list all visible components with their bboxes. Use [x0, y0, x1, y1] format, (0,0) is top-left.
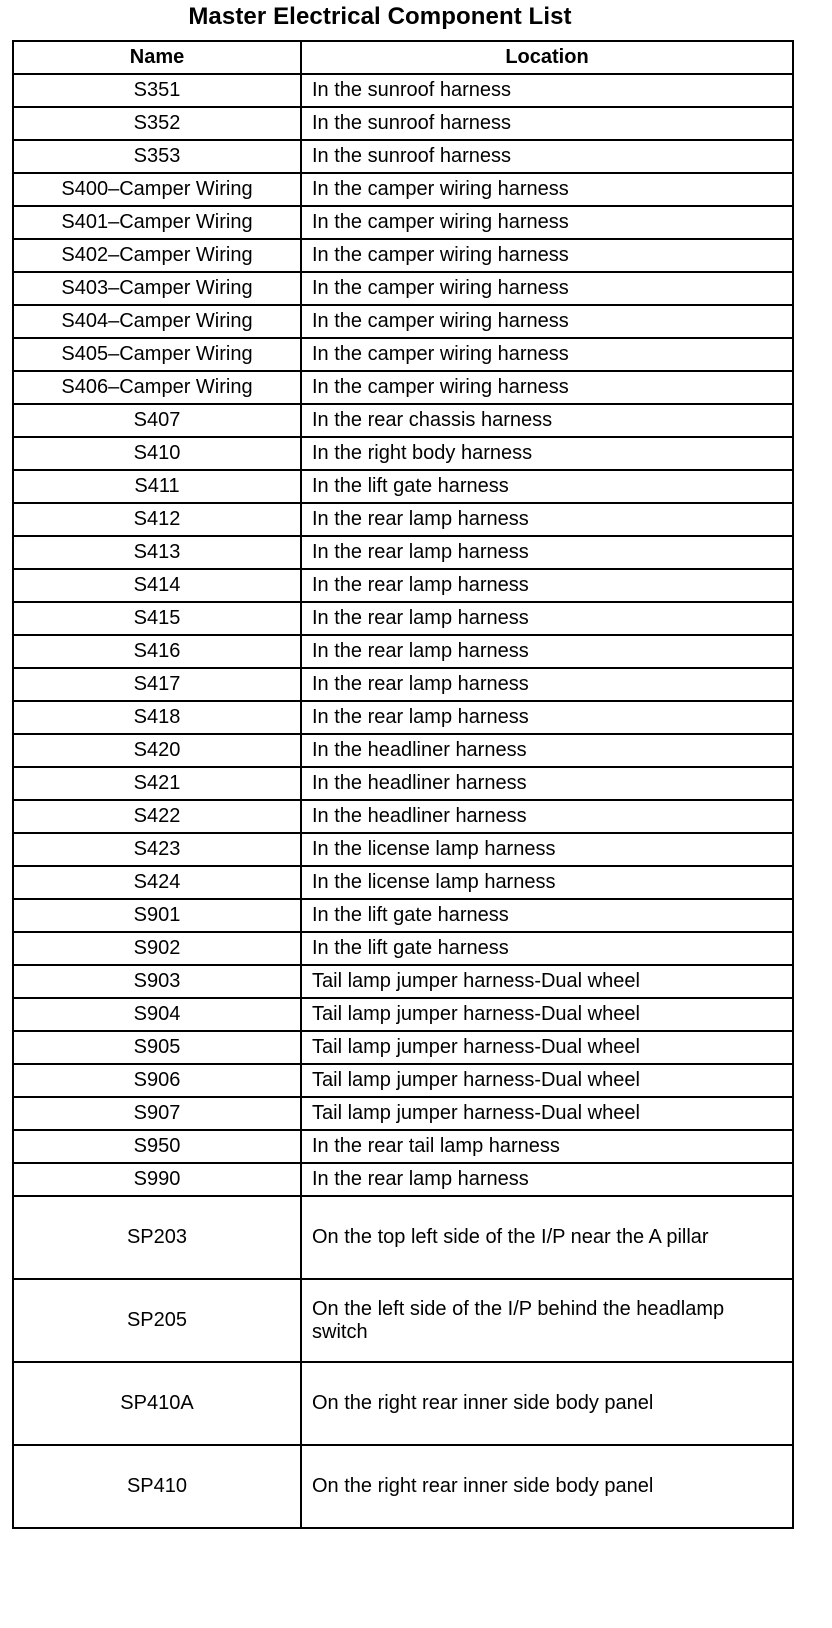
component-location-cell: In the rear tail lamp harness	[301, 1130, 793, 1163]
component-name-cell: S990	[13, 1163, 301, 1196]
table-row	[13, 338, 793, 371]
component-name-cell: S353	[13, 140, 301, 173]
component-name-cell: S413	[13, 536, 301, 569]
table-header-row	[13, 41, 793, 74]
table-row	[13, 734, 793, 767]
component-table	[12, 40, 794, 1529]
component-name-cell: S407	[13, 404, 301, 437]
table-row	[13, 602, 793, 635]
table-row	[13, 1196, 793, 1279]
component-location-cell: In the license lamp harness	[301, 866, 793, 899]
component-location-cell: In the rear lamp harness	[301, 635, 793, 668]
table-row	[13, 239, 793, 272]
table-row	[13, 1097, 793, 1130]
component-name-cell: S423	[13, 833, 301, 866]
table-row	[13, 899, 793, 932]
component-location-cell: In the headliner harness	[301, 800, 793, 833]
table-row	[13, 569, 793, 602]
component-name-cell: S403–Camper Wiring	[13, 272, 301, 305]
table-row	[13, 800, 793, 833]
component-name-cell: S351	[13, 74, 301, 107]
component-name-cell: S401–Camper Wiring	[13, 206, 301, 239]
component-location-cell: In the lift gate harness	[301, 470, 793, 503]
table-row	[13, 932, 793, 965]
table-row	[13, 1362, 793, 1445]
component-name-cell: S411	[13, 470, 301, 503]
component-location-cell: In the license lamp harness	[301, 833, 793, 866]
component-location-cell: In the rear lamp harness	[301, 1163, 793, 1196]
component-name-cell: SP205	[13, 1279, 301, 1362]
component-name-cell: S904	[13, 998, 301, 1031]
table-row	[13, 74, 793, 107]
component-name-cell: S907	[13, 1097, 301, 1130]
table-row	[13, 107, 793, 140]
component-location-cell: In the lift gate harness	[301, 932, 793, 965]
component-name-cell: S400–Camper Wiring	[13, 173, 301, 206]
table-row	[13, 140, 793, 173]
component-location-cell: In the rear lamp harness	[301, 569, 793, 602]
component-name-cell: S901	[13, 899, 301, 932]
component-location-cell: In the rear lamp harness	[301, 701, 793, 734]
component-location-cell: In the headliner harness	[301, 734, 793, 767]
component-location-cell: Tail lamp jumper harness-Dual wheel	[301, 1064, 793, 1097]
table-row	[13, 1031, 793, 1064]
component-name-cell: S422	[13, 800, 301, 833]
component-location-cell: In the sunroof harness	[301, 74, 793, 107]
page-title: Master Electrical Component List	[188, 3, 572, 30]
table-row	[13, 833, 793, 866]
component-location-cell: In the camper wiring harness	[301, 206, 793, 239]
component-name-cell: S405–Camper Wiring	[13, 338, 301, 371]
component-name-cell: S415	[13, 602, 301, 635]
component-name-cell: S424	[13, 866, 301, 899]
component-location-cell: In the right body harness	[301, 437, 793, 470]
component-name-cell: S420	[13, 734, 301, 767]
component-name-cell: S906	[13, 1064, 301, 1097]
component-name-cell: S352	[13, 107, 301, 140]
table-row	[13, 1445, 793, 1528]
component-name-cell: S402–Camper Wiring	[13, 239, 301, 272]
component-name-cell: SP203	[13, 1196, 301, 1279]
component-location-cell: In the rear lamp harness	[301, 536, 793, 569]
component-location-cell: In the camper wiring harness	[301, 272, 793, 305]
table-row	[13, 503, 793, 536]
component-location-cell: In the camper wiring harness	[301, 305, 793, 338]
table-row	[13, 536, 793, 569]
table-row	[13, 1279, 793, 1362]
component-location-cell: In the rear lamp harness	[301, 668, 793, 701]
table-row	[13, 371, 793, 404]
component-location-cell: On the right rear inner side body panel	[301, 1445, 793, 1528]
table-row	[13, 998, 793, 1031]
table-row	[13, 272, 793, 305]
component-location-cell: In the camper wiring harness	[301, 239, 793, 272]
table-row	[13, 1163, 793, 1196]
component-location-cell: On the right rear inner side body panel	[301, 1362, 793, 1445]
component-location-cell: Tail lamp jumper harness-Dual wheel	[301, 1031, 793, 1064]
component-name-cell: SP410A	[13, 1362, 301, 1445]
component-location-cell: In the sunroof harness	[301, 140, 793, 173]
component-location-cell: In the lift gate harness	[301, 899, 793, 932]
table-body	[13, 74, 793, 1528]
component-name-cell: S406–Camper Wiring	[13, 371, 301, 404]
table-row	[13, 668, 793, 701]
component-location-cell: In the rear chassis harness	[301, 404, 793, 437]
component-location-cell: In the rear lamp harness	[301, 602, 793, 635]
component-name-cell: S421	[13, 767, 301, 800]
component-location-cell: In the camper wiring harness	[301, 371, 793, 404]
table-row	[13, 965, 793, 998]
component-location-cell: On the left side of the I/P behind the headlamp switch	[301, 1279, 793, 1362]
table-row	[13, 767, 793, 800]
component-location-cell: On the top left side of the I/P near the A pillar	[301, 1196, 793, 1279]
component-location-cell: Tail lamp jumper harness-Dual wheel	[301, 1097, 793, 1130]
table-row	[13, 635, 793, 668]
table-row	[13, 206, 793, 239]
component-name-cell: S905	[13, 1031, 301, 1064]
component-location-cell: Tail lamp jumper harness-Dual wheel	[301, 998, 793, 1031]
table-row	[13, 701, 793, 734]
component-location-cell: Tail lamp jumper harness-Dual wheel	[301, 965, 793, 998]
component-name-cell: S417	[13, 668, 301, 701]
component-name-cell: S412	[13, 503, 301, 536]
name-column-header: Name	[13, 41, 301, 74]
table-row	[13, 866, 793, 899]
table-row	[13, 437, 793, 470]
component-location-cell: In the rear lamp harness	[301, 503, 793, 536]
component-name-cell: S902	[13, 932, 301, 965]
component-name-cell: SP410	[13, 1445, 301, 1528]
table-row	[13, 470, 793, 503]
component-name-cell: S903	[13, 965, 301, 998]
component-location-cell: In the camper wiring harness	[301, 173, 793, 206]
component-name-cell: S410	[13, 437, 301, 470]
component-name-cell: S414	[13, 569, 301, 602]
table-row	[13, 305, 793, 338]
table-row	[13, 173, 793, 206]
component-name-cell: S404–Camper Wiring	[13, 305, 301, 338]
location-column-header: Location	[301, 41, 793, 74]
component-location-cell: In the headliner harness	[301, 767, 793, 800]
component-location-cell: In the sunroof harness	[301, 107, 793, 140]
component-name-cell: S950	[13, 1130, 301, 1163]
component-name-cell: S416	[13, 635, 301, 668]
component-name-cell: S418	[13, 701, 301, 734]
table-row	[13, 404, 793, 437]
table-row	[13, 1130, 793, 1163]
component-location-cell: In the camper wiring harness	[301, 338, 793, 371]
table-row	[13, 1064, 793, 1097]
